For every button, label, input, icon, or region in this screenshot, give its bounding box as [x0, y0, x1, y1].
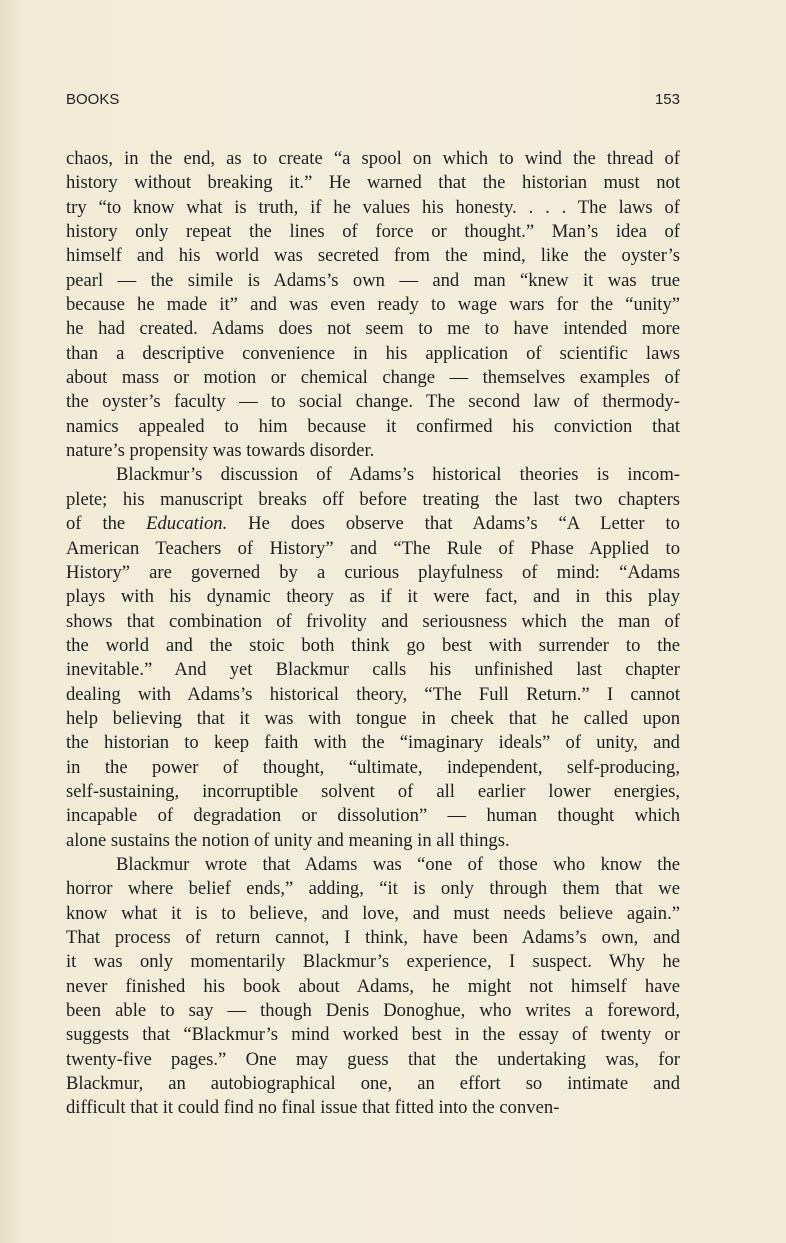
text-line — [66, 585, 696, 609]
text-run: he had created. Adams does not seem to me to have intended more — [66, 318, 680, 340]
text-line — [66, 658, 696, 682]
text-line — [66, 147, 696, 171]
text-line — [66, 171, 696, 195]
text-line — [66, 293, 696, 317]
text-run: try “to know what is truth, if he values his honesty. . . . The laws of — [66, 196, 680, 218]
text-run: incapable of degradation or dissolution” — human thought which — [66, 805, 680, 827]
text-line — [66, 634, 696, 658]
running-head — [66, 91, 680, 111]
text-run: chaos, in the end, as to create “a spool on which to wind the thread of — [66, 148, 680, 169]
text-line — [66, 902, 696, 926]
text-line — [66, 463, 696, 487]
text-run: help believing that it was with tongue in cheek that he called upon — [66, 707, 680, 729]
text-line — [66, 537, 696, 561]
text-line — [66, 317, 696, 341]
text-run: of the — [66, 513, 147, 535]
text-run: history without breaking it.” He warned that the historian must not — [66, 172, 680, 194]
text-line — [66, 756, 696, 780]
text-run: nature’s propensity was towards disorder. — [66, 440, 375, 462]
text-run: dealing with Adams’s historical theory, “The Full Return.” I cannot — [66, 683, 680, 705]
text-line — [66, 707, 696, 731]
text-line — [66, 1048, 696, 1072]
text-line — [66, 999, 696, 1023]
text-run: suggests that “Blackmur’s mind worked best in the essay of twenty or — [66, 1024, 680, 1046]
text-line — [66, 1023, 696, 1047]
text-line — [66, 342, 696, 366]
text-run: Blackmur, an autobiographical one, an effort so intimate and — [66, 1073, 680, 1095]
text-run: the historian to keep faith with the “imaginary ideals” of unity, and — [66, 732, 680, 754]
text-line — [66, 269, 696, 293]
text-run: because he made it” and was even ready to wage wars for the “unity” — [66, 294, 681, 316]
text-line — [66, 731, 696, 755]
text-line — [66, 853, 696, 877]
text-run: inevitable.” And yet Blackmur calls his unfinished last chapter — [66, 659, 681, 681]
body-text — [66, 147, 696, 1121]
text-run: namics appealed to him because it confirmed his conviction that — [66, 415, 681, 437]
text-line — [66, 926, 696, 950]
text-line — [66, 488, 696, 512]
text-line — [66, 610, 696, 634]
text-line — [66, 415, 696, 439]
text-line — [66, 366, 696, 390]
text-run: American Teachers of History” and “The Rule of Phase Applied to — [66, 537, 680, 559]
text-run: Blackmur wrote that Adams was “one of those who know the — [116, 853, 681, 875]
text-run: the oyster’s faculty — to social change. The second law of thermody- — [66, 391, 680, 413]
text-run: twenty-five pages.” One may guess that the undertaking was, for — [66, 1048, 680, 1070]
text-run: alone sustains the notion of unity and meaning in all things. — [66, 829, 510, 851]
text-line — [66, 512, 696, 536]
text-line — [66, 950, 696, 974]
text-run: never finished his book about Adams, he might not himself have — [66, 975, 680, 997]
text-line — [66, 439, 696, 463]
text-run: horror where belief ends,” adding, “it is only through them that we — [66, 878, 680, 900]
text-line — [66, 683, 696, 707]
text-run: plete; his manuscript breaks off before treating the last two chapters — [66, 488, 680, 510]
text-run: about mass or motion or chemical change — themselves examples of — [66, 367, 680, 389]
running-head-title: BOOKS — [66, 91, 120, 108]
text-run: shows that combination of frivolity and seriousness which the man of — [66, 610, 680, 632]
text-run: history only repeat the lines of force or thought.” Man’s idea of — [66, 221, 680, 243]
text-line — [66, 561, 696, 585]
text-line — [66, 975, 696, 999]
text-run: than a descriptive convenience in his application of scientific laws — [66, 342, 680, 364]
text-line — [66, 196, 696, 220]
text-run: self-sustaining, incorruptible solvent of all earlier lower energies, — [66, 780, 680, 802]
text-run: been able to say — though Denis Donoghue, who writes a foreword, — [66, 1000, 680, 1022]
text-run: know what it is to believe, and love, and must needs believe again.” — [66, 902, 680, 924]
text-run: That process of return cannot, I think, have been Adams’s own, and — [66, 927, 680, 948]
text-run: in the power of thought, “ultimate, independent, self-producing, — [66, 756, 680, 778]
text-line — [66, 829, 696, 853]
text-line — [66, 877, 696, 901]
text-line — [66, 220, 696, 244]
text-line — [66, 780, 696, 804]
text-run: difficult that it could find no final issue that fitted into the conven- — [66, 1097, 560, 1119]
text-line — [66, 1096, 696, 1120]
text-run: plays with his dynamic theory as if it were fact, and in this play — [66, 586, 680, 608]
text-run: Blackmur’s discussion of Adams’s historical theories is incom- — [116, 464, 680, 486]
page-number: 153 — [654, 91, 680, 108]
text-run: pearl — the simile is Adams’s own — and man “knew it was true — [66, 269, 680, 291]
text-run: History” are governed by a curious playfulness of mind: “Adams — [66, 561, 681, 583]
italic-title: Education. — [146, 513, 228, 535]
text-run: He does observe that Adams’s “A Letter to — [227, 513, 680, 535]
text-line — [66, 804, 696, 828]
text-run: the world and the stoic both think go best with surrender to the — [66, 634, 680, 656]
text-line — [66, 244, 696, 268]
text-run: himself and his world was secreted from the mind, like the oyster’s — [66, 245, 680, 267]
text-line — [66, 1072, 696, 1096]
text-run: it was only momentarily Blackmur’s experience, I suspect. Why he — [66, 951, 680, 973]
text-line — [66, 390, 696, 414]
